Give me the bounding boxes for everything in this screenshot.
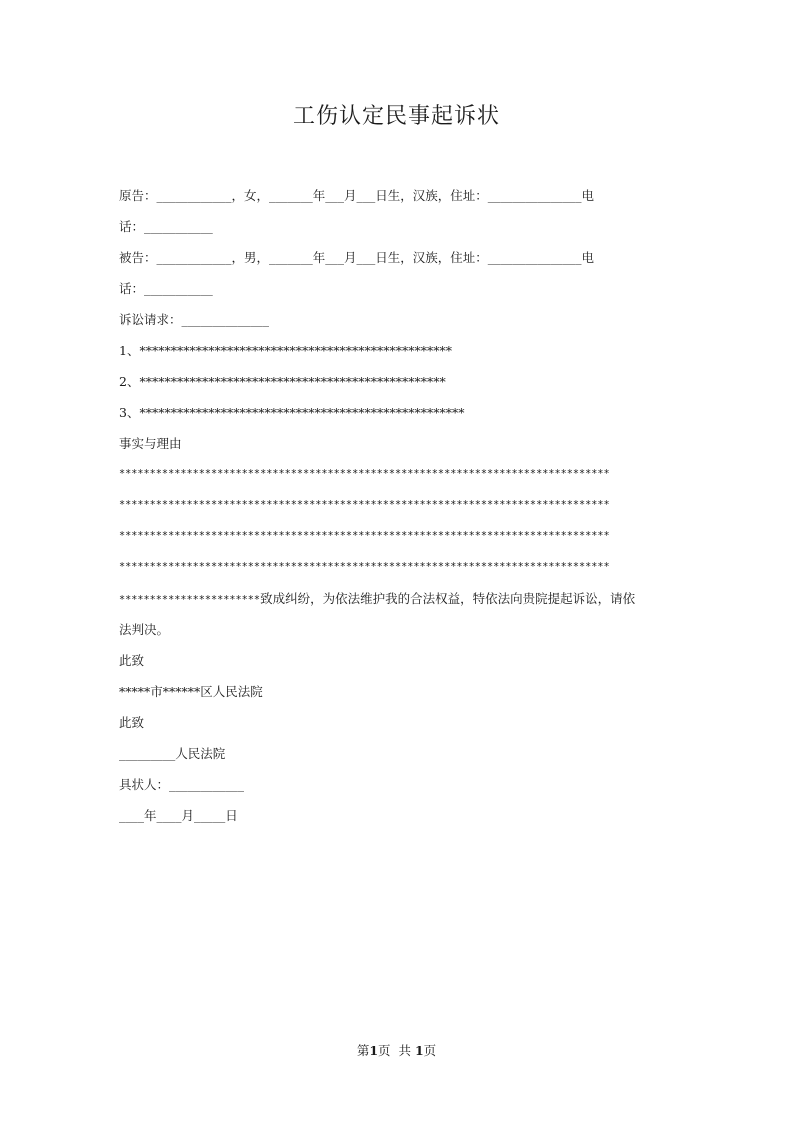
defendant-line: 被告：____________，男，_______年___月___日生，汉族，住址：_______________电 (119, 250, 595, 265)
facts-star-line: ******************************************************************************** (119, 562, 610, 573)
claim-item-3: 3、**************************************************** (119, 405, 465, 420)
date-line: ____年____月_____日 (119, 808, 238, 823)
facts-star-line: ******************************************************************************** (119, 531, 610, 542)
footer-suffix: 页 (423, 1043, 437, 1058)
document-title: 工伤认定民事起诉状 (292, 104, 500, 129)
claims-heading: 诉讼请求：______________ (119, 312, 270, 327)
facts-closing-stars: *********************** (119, 595, 261, 606)
court-name: *****市******区人民法院 (119, 684, 263, 699)
facts-star-line: ******************************************************************************** (119, 469, 610, 480)
facts-closing-line (119, 583, 675, 614)
document-body (119, 180, 675, 831)
plaintiff-line: 原告：____________，女，_______年___月___日生，汉族，住址：_______________电 (119, 188, 595, 203)
claim-item-1: 1、************************************************** (119, 343, 452, 358)
footer-prefix: 第 (356, 1043, 370, 1058)
signatory-line: 具状人：____________ (119, 777, 245, 792)
court-name-blank: _________人民法院 (119, 746, 226, 761)
salutation: 此致 (119, 653, 145, 668)
facts-heading: 事实与理由 (119, 436, 182, 451)
facts-closing-line-2: 法判决。 (119, 622, 170, 637)
defendant-phone-line: 话：___________ (119, 281, 213, 296)
facts-closing-text: 致成纠纷，为依法维护我的合法权益，特依法向贵院提起诉讼，请依 (260, 591, 636, 606)
claim-item-2: 2、************************************************* (119, 374, 446, 389)
salutation-2: 此致 (119, 715, 145, 730)
facts-star-line: ******************************************************************************** (119, 500, 610, 511)
page-footer (0, 1041, 793, 1059)
footer-page-number: 1 (369, 1043, 379, 1058)
footer-total-pages: 1 (414, 1043, 424, 1058)
plaintiff-phone-line: 话：___________ (119, 219, 213, 234)
footer-mid: 页 共 (378, 1043, 415, 1058)
